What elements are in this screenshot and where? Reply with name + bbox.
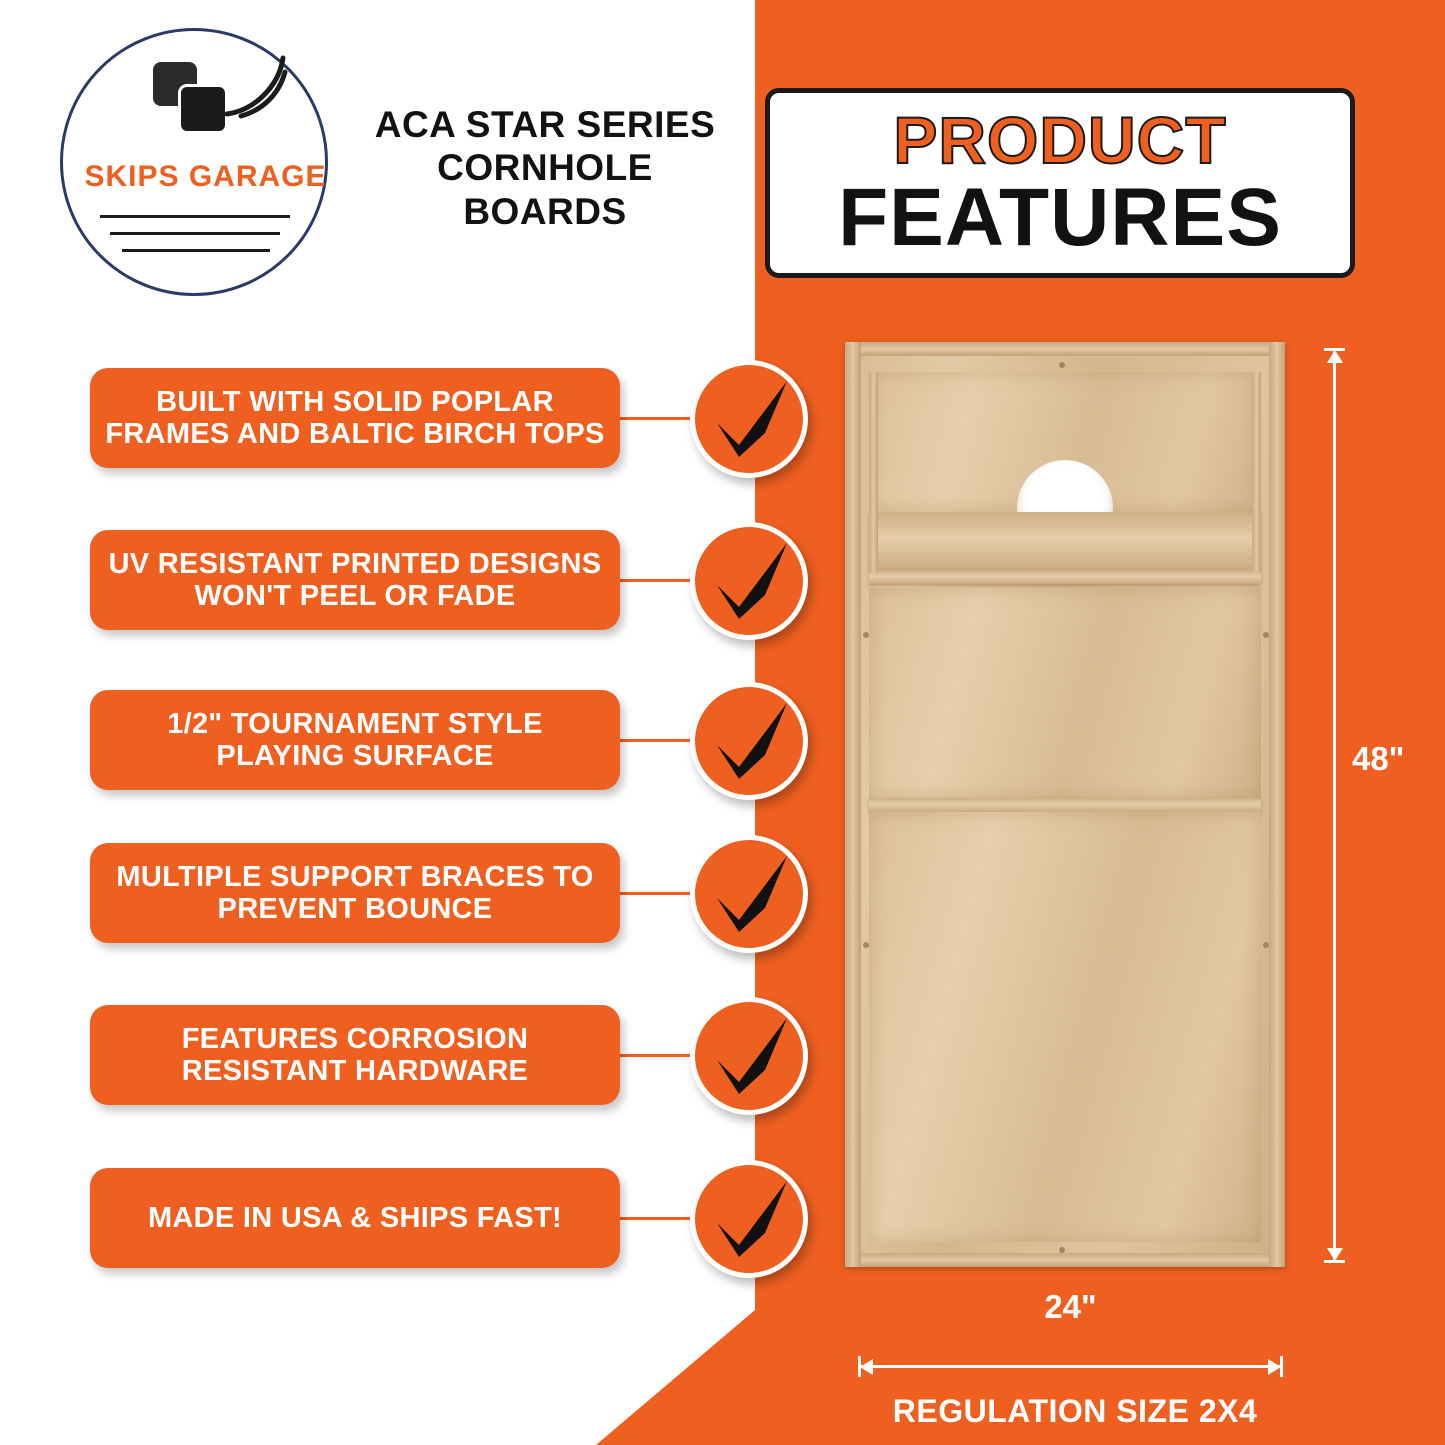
board-left-rail xyxy=(845,342,861,1267)
feature-label-4: MULTIPLE SUPPORT BRACES TO PREVENT BOUNCE xyxy=(116,860,594,925)
screw xyxy=(863,632,869,638)
feature-item-4 xyxy=(90,843,830,953)
feature-pill-3 xyxy=(90,690,620,790)
width-dimension-line xyxy=(858,1365,1283,1368)
board-bottom-rail xyxy=(845,1253,1285,1267)
board-brace-upper xyxy=(869,512,1261,570)
product-features-badge xyxy=(765,88,1355,278)
checkmark-icon xyxy=(690,1160,808,1278)
brand-logo xyxy=(38,10,348,310)
feature-pill-6 xyxy=(90,1168,620,1268)
feature-item-3 xyxy=(90,690,830,800)
feature-label-2: UV RESISTANT PRINTED DESIGNS WON'T PEEL OR FADE xyxy=(108,547,602,612)
feature-label-1: BUILT WITH SOLID POPLAR FRAMES AND BALTIC BIRCH TOPS xyxy=(105,385,605,450)
feature-label-5: FEATURES CORROSION RESISTANT HARDWARE xyxy=(181,1022,529,1087)
feature-item-2 xyxy=(90,530,830,640)
screw xyxy=(1059,1247,1065,1253)
board-inner-stile-left xyxy=(869,372,878,572)
checkmark-icon xyxy=(690,522,808,640)
board-lower-panel xyxy=(869,812,1261,1242)
checkmark-icon xyxy=(690,360,808,478)
height-dimension-line xyxy=(1333,348,1336,1263)
checkmark-icon xyxy=(690,835,808,953)
badge-line-features: FEATURES xyxy=(838,172,1282,263)
screw xyxy=(863,942,869,948)
feature-pill-2 xyxy=(90,530,620,630)
width-arrow-left-icon xyxy=(860,1359,873,1375)
width-dimension-label: 24" xyxy=(1044,1288,1097,1325)
feature-item-6 xyxy=(90,1168,830,1278)
board-brace-mid xyxy=(869,798,1261,812)
logo-rule-2 xyxy=(110,232,280,235)
feature-pill-4 xyxy=(90,843,620,943)
board-mid-panel xyxy=(869,588,1261,798)
screw xyxy=(1263,632,1269,638)
logo-rule-3 xyxy=(122,249,270,252)
feature-label-3: 1/2" TOURNAMENT STYLE PLAYING SURFACE xyxy=(167,707,543,772)
feature-pill-1 xyxy=(90,368,620,468)
motion-arcs-icon xyxy=(221,52,291,122)
checkmark-icon xyxy=(690,997,808,1115)
height-arrow-down-icon xyxy=(1327,1248,1343,1261)
feature-pill-5 xyxy=(90,1005,620,1105)
feature-label-6: MADE IN USA & SHIPS FAST! xyxy=(147,1201,563,1234)
height-arrow-up-icon xyxy=(1327,350,1343,363)
board-right-rail xyxy=(1269,342,1285,1267)
logo-wordmark: SKIPS GARAGE xyxy=(84,160,327,193)
logo-rule-1 xyxy=(100,215,290,218)
regulation-size-text: REGULATION SIZE 2X4 xyxy=(892,1393,1258,1429)
board-top-rail xyxy=(845,342,1285,356)
badge-line-product: PRODUCT xyxy=(893,103,1227,177)
screw xyxy=(1263,942,1269,948)
feature-item-1 xyxy=(90,368,830,478)
screw xyxy=(1059,362,1065,368)
width-arrow-right-icon xyxy=(1268,1359,1281,1375)
board-inner-stile-right xyxy=(1252,372,1261,572)
board-brace-upper-edge xyxy=(869,570,1261,584)
checkmark-icon xyxy=(690,682,808,800)
feature-item-5 xyxy=(90,1005,830,1115)
height-dimension-label: 48" xyxy=(1352,740,1405,777)
cornhole-board-image xyxy=(845,342,1285,1267)
page-title: ACA STAR SERIES CORNHOLE BOARDS xyxy=(374,104,716,232)
